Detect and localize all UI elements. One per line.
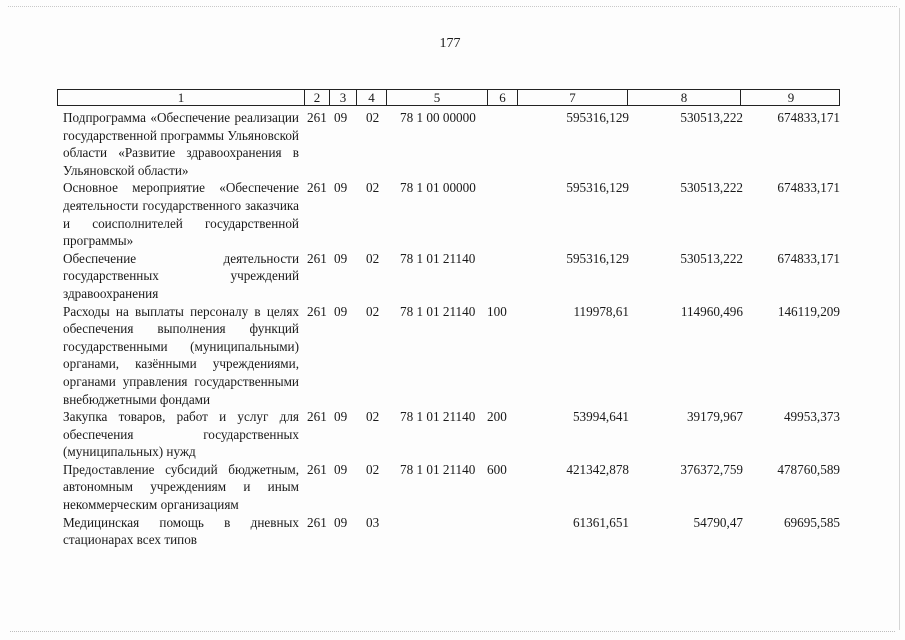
row-year1: 119978,61	[573, 303, 629, 319]
header-col-2: 2	[305, 90, 330, 105]
row-year1: 53994,641	[572, 409, 629, 425]
row-vr	[484, 250, 512, 303]
row-csr: 78 1 01 21140	[400, 409, 476, 425]
header-col-8: 8	[628, 90, 741, 105]
row-vedom: 261	[307, 250, 327, 266]
scan-edge-bottom	[10, 631, 895, 632]
row-podrazdel: 03	[366, 514, 380, 530]
scan-edge-top	[8, 6, 897, 7]
row-csr	[387, 514, 484, 549]
header-col-1: 1	[58, 90, 305, 105]
row-year2: 39179,967	[686, 409, 743, 425]
table-body	[63, 109, 843, 549]
table-row	[63, 514, 843, 549]
row-razdel: 09	[334, 303, 348, 319]
row-vr: 200	[487, 409, 507, 425]
header-col-5: 5	[387, 90, 488, 105]
row-razdel: 09	[334, 461, 348, 477]
row-year3: 674833,171	[777, 250, 840, 266]
table-row	[63, 179, 843, 249]
row-year1: 595316,129	[566, 110, 629, 125]
row-year3: 478760,589	[777, 461, 840, 477]
row-vedom: 261	[307, 180, 327, 196]
table-row	[63, 109, 843, 179]
table-row	[63, 461, 843, 514]
row-vedom: 261	[307, 409, 327, 425]
row-year2: 114960,496	[680, 303, 743, 319]
row-podrazdel: 02	[366, 461, 380, 477]
row-year1: 61361,651	[572, 514, 629, 530]
row-vedom: 261	[307, 461, 327, 477]
row-name: Предоставление субсидий бюджетным, автономным учреждениям и иным некоммерческим организациям	[63, 461, 299, 513]
row-podrazdel: 02	[366, 110, 380, 125]
row-year2: 376372,759	[680, 461, 743, 477]
row-podrazdel: 02	[366, 409, 380, 425]
page-number: 177	[439, 36, 461, 51]
header-col-9: 9	[787, 90, 795, 105]
row-razdel: 09	[334, 250, 348, 266]
row-year3: 146119,209	[777, 303, 840, 319]
row-year1: 421342,878	[566, 461, 629, 477]
row-vedom: 261	[307, 514, 327, 530]
row-year3: 674833,171	[777, 110, 840, 125]
row-year1: 595316,129	[566, 180, 629, 196]
row-name: Закупка товаров, работ и услуг для обеспечения государственных (муниципальных) нужд	[63, 409, 299, 460]
row-vr: 600	[487, 461, 507, 477]
row-year1: 595316,129	[566, 250, 629, 266]
row-year3: 674833,171	[777, 180, 840, 196]
header-col-3: 3	[330, 90, 357, 105]
row-year2: 530513,222	[680, 250, 743, 266]
row-name: Медицинская помощь в дневных стационарах всех типов	[63, 514, 299, 548]
row-year3: 49953,373	[783, 409, 840, 425]
row-csr: 78 1 00 00000	[400, 110, 476, 125]
row-year2: 54790,47	[693, 514, 743, 530]
header-col-6: 6	[488, 90, 518, 105]
row-name: Расходы на выплаты персоналу в целях обеспечения выполнения функций государственными (муниципальными) органами, казёнными учреждениями, органами управления государственными внебюджетными фондами	[63, 303, 299, 407]
row-name: Обеспечение деятельности государственных учреждений здравоохранения	[63, 250, 299, 301]
row-name: Основное мероприятие «Обеспечение деятельности государственного заказчика и соисполнителей государственной программы»	[63, 180, 299, 249]
row-vedom: 261	[307, 303, 327, 319]
row-name: Подпрограмма «Обеспечение реализации государственной программы Ульяновской области «Развитие здравоохранения в Ульяновской области»	[63, 110, 299, 178]
row-year3: 69695,585	[783, 514, 840, 530]
row-razdel: 09	[334, 180, 348, 196]
row-vr	[484, 179, 512, 249]
row-vedom: 261	[307, 110, 327, 125]
row-vr: 100	[487, 303, 507, 319]
table-header-row	[57, 89, 840, 106]
row-csr: 78 1 01 21140	[400, 303, 476, 319]
row-year2: 530513,222	[680, 110, 743, 125]
scan-edge-right	[899, 8, 900, 630]
row-csr: 78 1 01 00000	[400, 180, 476, 196]
table-row	[63, 408, 843, 461]
table-row	[63, 250, 843, 303]
row-razdel: 09	[334, 409, 348, 425]
row-year2: 530513,222	[680, 180, 743, 196]
row-podrazdel: 02	[366, 250, 380, 266]
row-razdel: 09	[334, 110, 348, 125]
header-col-7: 7	[518, 90, 628, 105]
header-col-4: 4	[357, 90, 387, 105]
row-podrazdel: 02	[366, 303, 380, 319]
row-csr: 78 1 01 21140	[400, 250, 476, 266]
row-vr	[484, 109, 512, 179]
row-csr: 78 1 01 21140	[400, 461, 476, 477]
table-row	[63, 303, 843, 409]
row-razdel: 09	[334, 514, 348, 530]
row-vr	[484, 514, 512, 549]
row-podrazdel: 02	[366, 180, 380, 196]
